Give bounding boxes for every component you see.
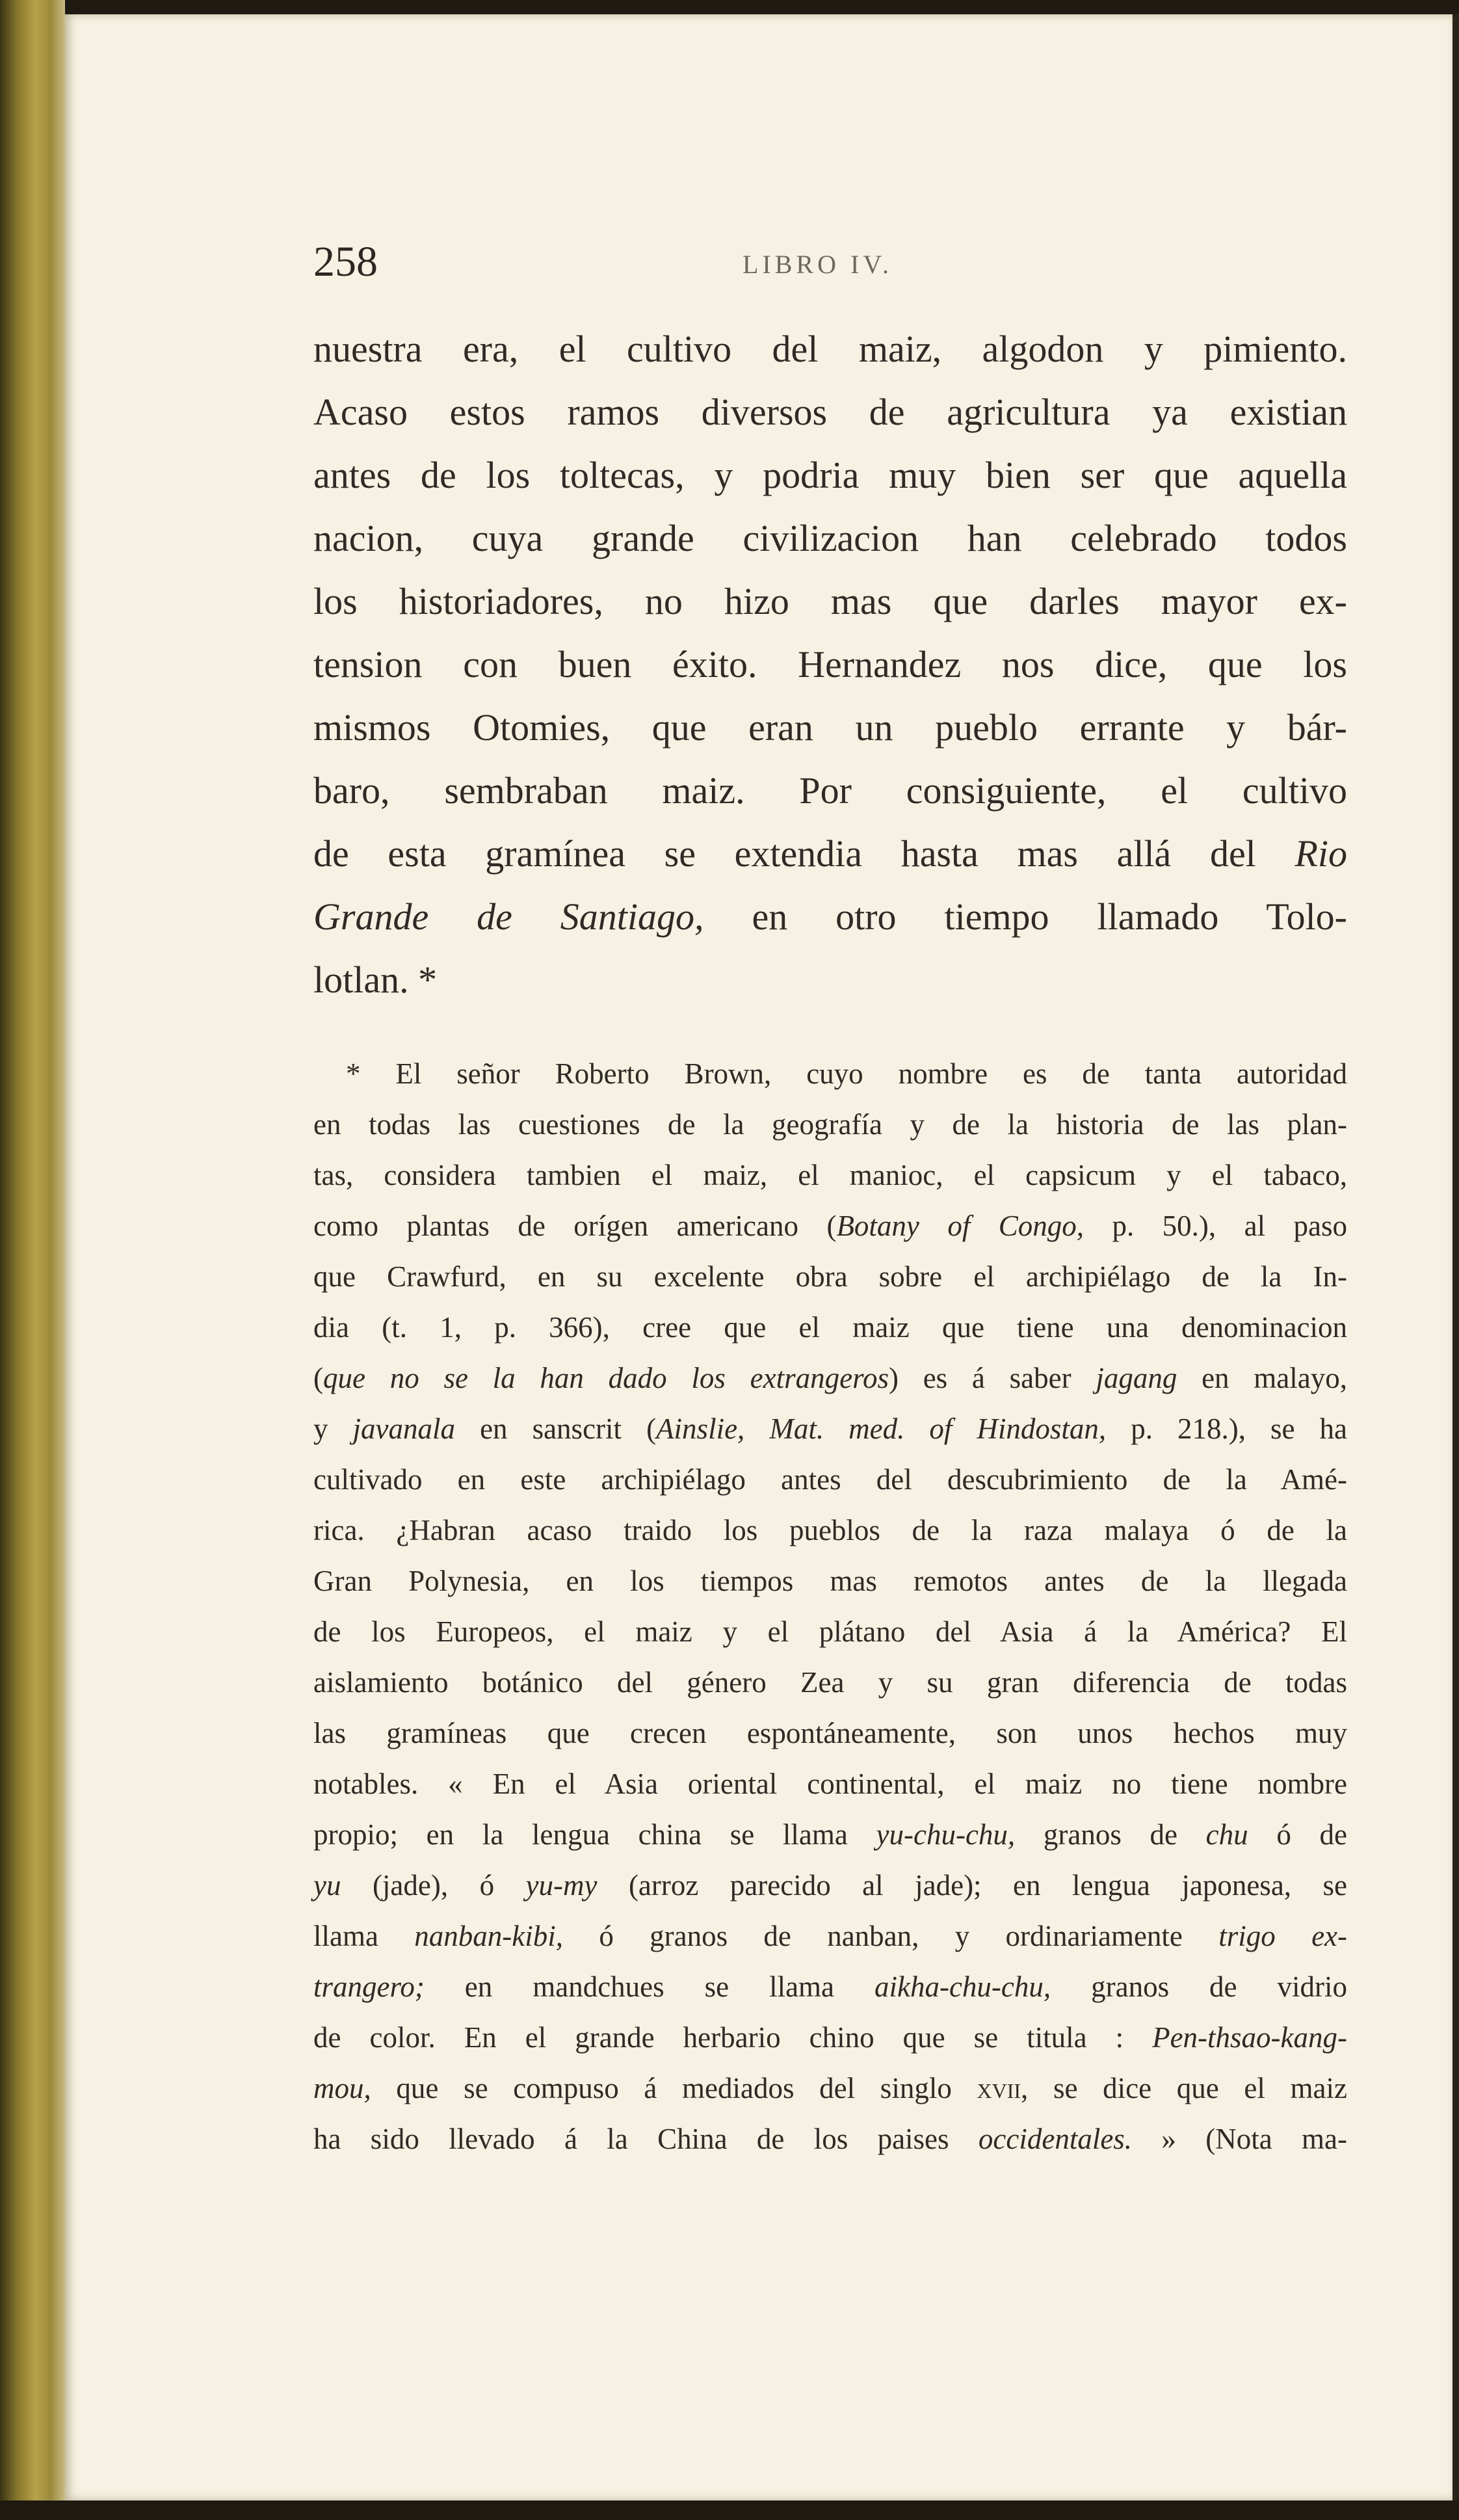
fn17-b: (jade), ó [341, 1869, 526, 1902]
footnote-line-20 [313, 2012, 1347, 2063]
fn19-a: trangero; [313, 1970, 425, 2003]
body-line-9-text: de esta gramínea se extendia hasta mas allá del [313, 832, 1295, 875]
fn19-c: aikha-chu-chu, [874, 1970, 1051, 2003]
fn18-b: nanban-kibi, [414, 1920, 563, 1952]
body-line-10-text: en otro tiempo llamado Tolo- [703, 895, 1347, 938]
footnote-line-5: que Crawfurd, en su excelente obra sobre el archipiélago de la In- [313, 1260, 1347, 1293]
footnote-line-19 [313, 1961, 1347, 2012]
fn16-c: granos de [1015, 1818, 1206, 1851]
fn16-b: yu-chu-chu, [876, 1818, 1016, 1851]
fn8-e: p. 218.), se ha [1106, 1413, 1348, 1445]
footnote-line-6: dia (t. 1, p. 366), cree que el maiz que tiene una denominacion [313, 1311, 1347, 1344]
fn17-a: yu [313, 1869, 341, 1902]
fn8-d: Ainslie, Mat. med. of Hindostan, [656, 1413, 1107, 1445]
fn18-c: ó granos de nanban, y ordinariamente [563, 1920, 1219, 1952]
book-binding-gutter [0, 0, 65, 2520]
fn19-d: granos de vidrio [1051, 1970, 1347, 2003]
footnote-line-4 [313, 1200, 1347, 1251]
footnote-line-3: tas, considera tambien el maiz, el manioc, el capsicum y el tabaco, [313, 1159, 1347, 1191]
footnote-line-22 [313, 2114, 1347, 2164]
fn19-b: en mandchues se llama [424, 1970, 874, 2003]
body-line-8: baro, sembraban maiz. Por consiguiente, el cultivo [313, 769, 1347, 812]
scan-bottom-edge [0, 2500, 1459, 2520]
footnote [313, 1048, 1347, 2164]
fn17-d: (arroz parecido al jade); en lengua japonesa, se [597, 1869, 1347, 1902]
body-line-4: nacion, cuya grande civilizacion han celebrado todos [313, 517, 1347, 559]
footnote-line-7 [313, 1353, 1347, 1403]
fn4-a: como plantas de orígen americano ( [313, 1210, 837, 1242]
footnote-line-2: en todas las cuestiones de la geografía y de la historia de las plan- [313, 1108, 1347, 1141]
place-name-rio: Rio [1295, 832, 1347, 875]
footnote-line-13: aislamiento botánico del género Zea y su gran diferencia de todas [313, 1666, 1347, 1699]
body-line-1: nuestra era, el cultivo del maiz, algodon y pimiento. [313, 328, 1347, 370]
fn20-a: de color. En el grande herbario chino que se titula : [313, 2021, 1153, 2054]
body-line-3: antes de los toltecas, y podria muy bien ser que aquella [313, 454, 1347, 496]
body-line-7: mismos Otomies, que eran un pueblo errante y bár- [313, 706, 1347, 749]
fn21-a: mou, [313, 2072, 371, 2104]
fn7-e: en malayo, [1177, 1362, 1348, 1394]
body-line-6: tension con buen éxito. Hernandez nos dice, que los [313, 643, 1347, 685]
footnote-line-11: Gran Polynesia, en los tiempos mas remotos antes de la llegada [313, 1565, 1347, 1597]
body-line-10 [313, 885, 1347, 948]
footnote-line-12: de los Europeos, el maiz y el plátano del Asia á la América? El [313, 1615, 1347, 1648]
fn8-a: y [313, 1413, 353, 1445]
footnote-line-16 [313, 1809, 1347, 1860]
page-number: 258 [313, 238, 378, 285]
body-line-2: Acaso estos ramos diversos de agricultura ya existian [313, 391, 1347, 433]
fn22-b: occidentales. [978, 2123, 1133, 2155]
body-line-5: los historiadores, no hizo mas que darles mayor ex- [313, 580, 1347, 622]
page-header [313, 237, 1347, 302]
footnote-line-14: las gramíneas que crecen espontáneamente, son unos hechos muy [313, 1717, 1347, 1749]
fn7-b: que no se la han dado los extrangeros [323, 1362, 889, 1394]
fn8-b: javanala [352, 1413, 456, 1445]
footnote-line-15: notables. « En el Asia oriental continental, el maiz no tiene nombre [313, 1768, 1347, 1800]
running-head: LIBRO IV. [743, 250, 893, 279]
footnote-line-10: rica. ¿Habran acaso traido los pueblos de la raza malaya ó de la [313, 1514, 1347, 1546]
footnote-line-8 [313, 1403, 1347, 1454]
fn21-b: que se compuso á mediados del singlo [371, 2072, 977, 2104]
footnote-line-18 [313, 1911, 1347, 1961]
fn8-c: en sanscrit ( [455, 1413, 657, 1445]
scan-top-edge [0, 0, 1459, 14]
fn4-c: p. 50.), al paso [1084, 1210, 1347, 1242]
fn22-c: » (Nota ma- [1132, 2123, 1347, 2155]
footnote-line-17 [313, 1860, 1347, 1911]
main-text [313, 317, 1347, 1011]
footnote-line-1: * El señor Roberto Brown, cuyo nombre es de tanta autoridad [346, 1057, 1347, 1090]
fn16-d: chu [1205, 1818, 1248, 1851]
fn16-a: propio; en la lengua china se llama [313, 1818, 876, 1851]
body-line-11: lotlan. * [313, 959, 438, 1001]
fn20-b: Pen-thsao-kang- [1152, 2021, 1347, 2054]
fn7-d: jagang [1096, 1362, 1177, 1394]
fn7-c: ) es á saber [888, 1362, 1096, 1394]
fn18-d: trigo ex- [1218, 1920, 1347, 1952]
fn21-century: xvii [977, 2072, 1021, 2104]
fn22-a: ha sido llevado á la China de los paises [313, 2123, 979, 2155]
body-line-9 [313, 822, 1347, 885]
footnote-line-9: cultivado en este archipiélago antes del descubrimiento de la Amé- [313, 1463, 1347, 1496]
fn7-a: ( [313, 1362, 323, 1394]
fn21-d: , se dice que el maiz [1021, 2072, 1347, 2104]
fn18-a: llama [313, 1920, 415, 1952]
place-name-santiago: Grande de Santiago, [313, 895, 704, 938]
footnote-line-21 [313, 2063, 1347, 2114]
fn17-c: yu-my [525, 1869, 598, 1902]
fn16-e: ó de [1248, 1818, 1347, 1851]
fn4-citation: Botany of Congo, [836, 1210, 1084, 1242]
